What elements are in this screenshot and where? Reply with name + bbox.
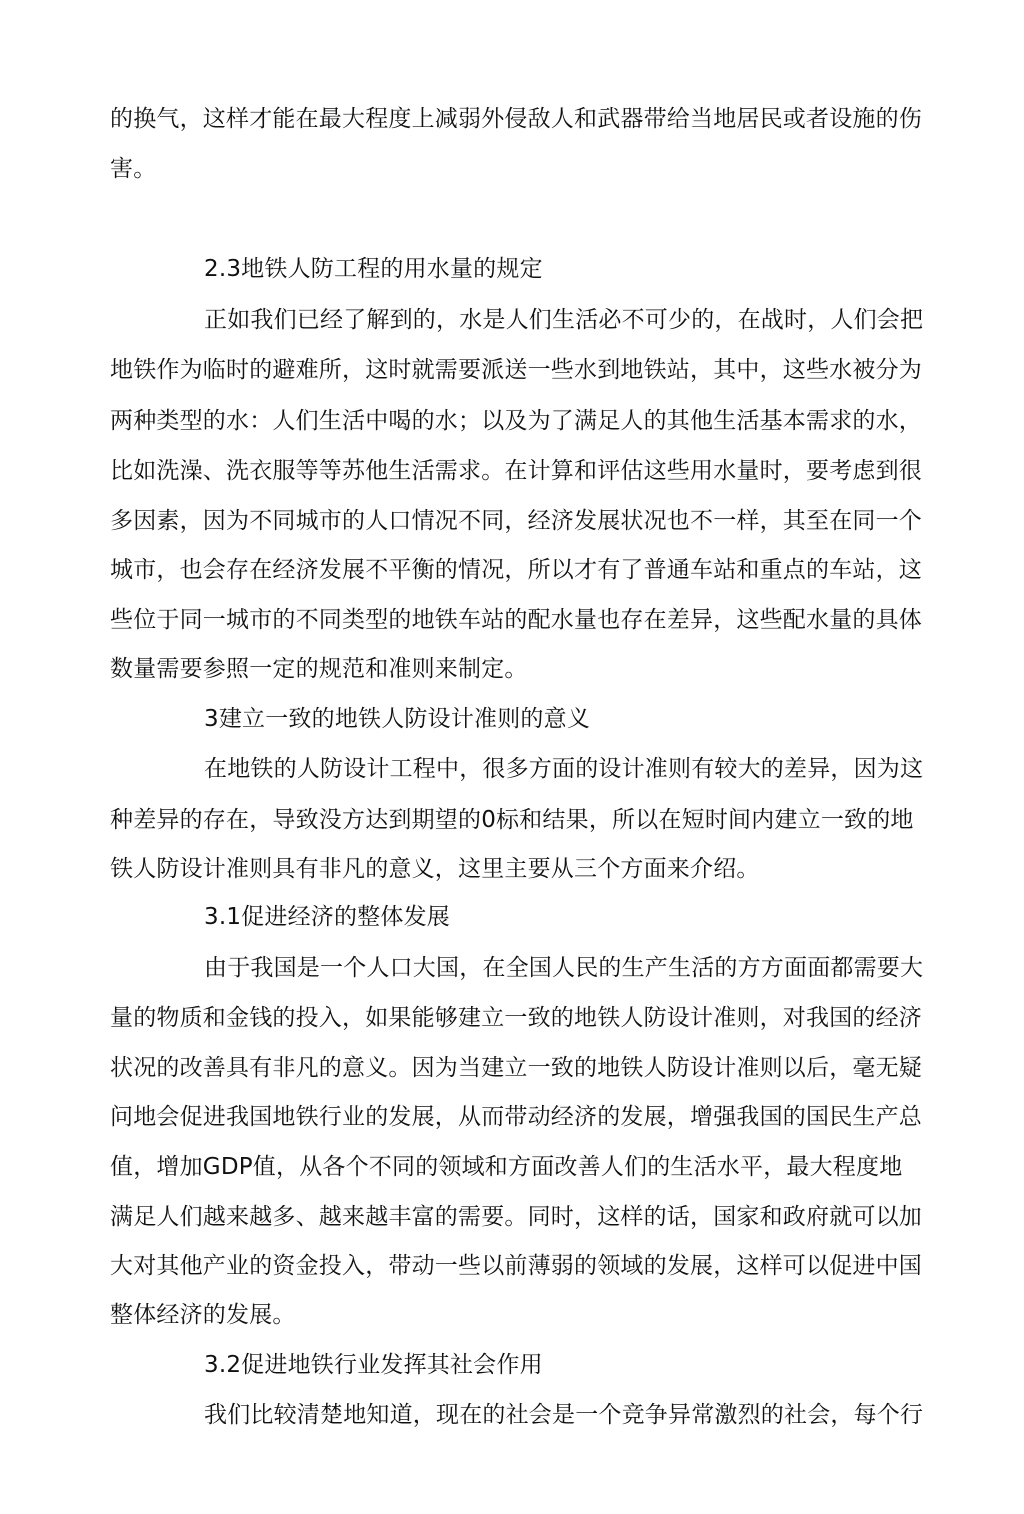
- paragraph-first-line: 我们比较清楚地知道，现在的社会是一个竞争异常激烈的社会，每个行: [204, 1402, 924, 1428]
- paragraph-first-line: 由于我国是一个人口大国，在全国人民的生产生活的方方面面都需要大: [204, 955, 924, 981]
- paragraph-first-line: 在地铁的人防设计工程中，很多方面的设计准则有较大的差异，因为这: [204, 756, 924, 782]
- text-line: 满足人们越来越多、越来越丰富的需要。同时，这样的话，国家和政府就可以加: [110, 1204, 922, 1230]
- section-heading: 3建立一致的地铁人防设计准则的意义: [204, 706, 591, 732]
- text-line: 种差异的存在，导致没方达到期望的0标和结果，所以在短时间内建立一致的地: [110, 807, 914, 833]
- text-line: 两种类型的水：人们生活中喝的水；以及为了满足人的其他生活基本需求的水，: [110, 408, 922, 434]
- paragraph-first-line: 正如我们已经了解到的，水是人们生活必不可少的，在战时，人们会把: [204, 307, 924, 333]
- text-line: 城市，也会存在经济发展不平衡的情况，所以才有了普通车站和重点的车站，这: [110, 557, 922, 583]
- section-heading: 2.3地铁人防工程的用水量的规定: [204, 256, 543, 282]
- section-heading: 3.1促进经济的整体发展: [204, 904, 450, 930]
- text-line: 值，增加GDP值，从各个不同的领域和方面改善人们的生活水平，最大程度地: [110, 1154, 903, 1180]
- text-line: 数量需要参照一定的规范和准则来制定。: [110, 656, 528, 682]
- text-line: 害。: [110, 156, 157, 182]
- text-line: 状况的改善具有非凡的意义。因为当建立一致的地铁人防设计准则以后，毫无疑: [110, 1055, 922, 1081]
- text-line: 大对其他产业的资金投入，带动一些以前薄弱的领域的发展，这样可以促进中国: [110, 1253, 922, 1279]
- text-line: 的换气，这样才能在最大程度上减弱外侵敌人和武器带给当地居民或者设施的伤: [110, 106, 922, 132]
- text-line: 问地会促进我国地铁行业的发展，从而带动经济的发展，增强我国的国民生产总: [110, 1104, 922, 1130]
- text-line: 整体经济的发展。: [110, 1302, 296, 1328]
- text-line: 地铁作为临时的避难所，这时就需要派送一些水到地铁站，其中，这些水被分为: [110, 357, 922, 383]
- text-line: 多因素，因为不同城市的人口情况不同，经济发展状况也不一样，其至在同一个: [110, 508, 922, 534]
- section-heading: 3.2促进地铁行业发挥其社会作用: [204, 1352, 543, 1378]
- text-line: 比如洗澡、洗衣服等等苏他生活需求。在计算和评估这些用水量时，要考虑到很: [110, 458, 922, 484]
- text-line: 些位于同一城市的不同类型的地铁车站的配水量也存在差异，这些配水量的具体: [110, 607, 922, 633]
- text-line: 量的物质和金钱的投入，如果能够建立一致的地铁人防设计准则，对我国的经济: [110, 1005, 922, 1031]
- text-line: 铁人防设计准则具有非凡的意义，这里主要从三个方面来介绍。: [110, 856, 760, 882]
